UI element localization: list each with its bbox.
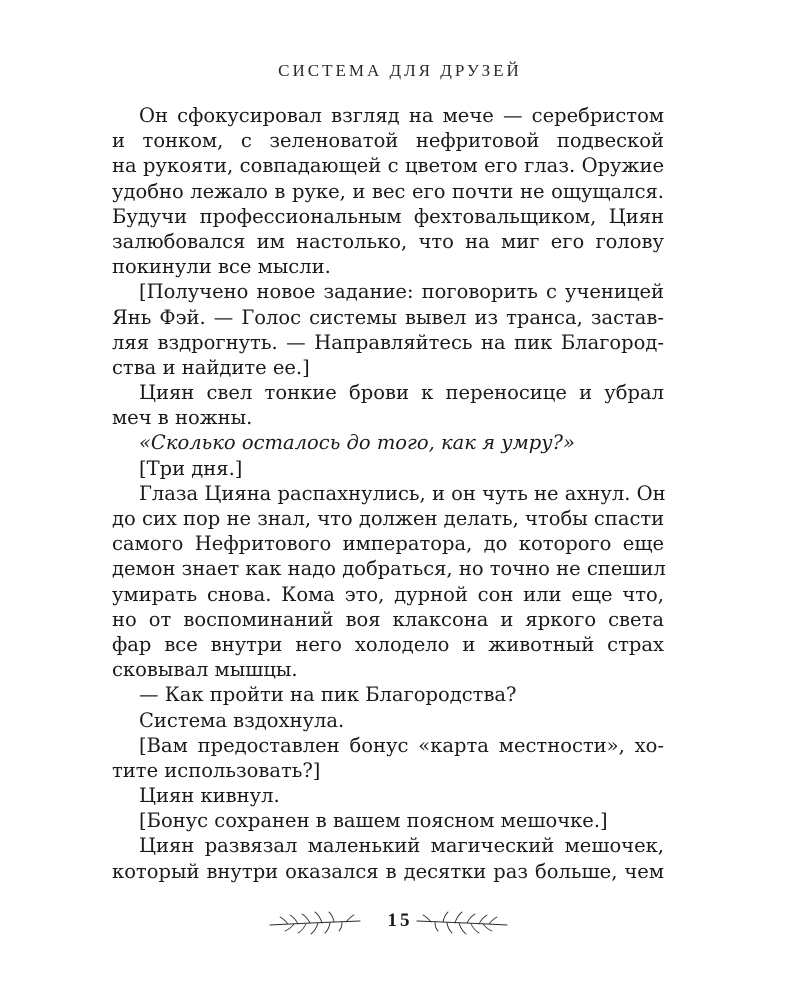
text-line: самого Нефритового императора, до которого еще <box>112 532 664 556</box>
text-line: ства и найдите ее.] <box>112 355 310 379</box>
text-line: и тонком, с зеленоватой нефритовой подвеской <box>112 129 664 153</box>
page-number: 15 <box>387 910 413 931</box>
text-line: Он сфокусировал взгляд на мече — серебристом <box>139 104 664 127</box>
text-line: Янь Фэй. — Голос системы вывел из транса, застав- <box>112 305 664 329</box>
text-line: ляя вздрогнуть. — Направляйтесь на пик Благород- <box>112 330 664 354</box>
text-line: до сих пор не знал, что должен делать, чтобы спасти <box>112 507 665 530</box>
text-line: «Сколько осталось до того, как я умру?» <box>139 431 575 455</box>
text-line: но от воспоминаний воя клаксона и яркого света <box>112 607 664 631</box>
text-line: Будучи профессиональным фехтовальщиком, Циян <box>112 204 664 228</box>
text-line: [Три дня.] <box>139 456 243 480</box>
text-line: Циян развязал маленький магический мешочек, <box>139 834 664 858</box>
text-line: сковывал мышцы. <box>112 658 298 682</box>
text-line: который внутри оказался в десятки раз больше, чем <box>112 859 664 883</box>
page-text <box>112 103 664 884</box>
text-line: меч в ножны. <box>112 406 253 430</box>
text-line: на рукояти, совпадающей с цветом его глаз. Оружие <box>112 154 664 178</box>
text-line: [Вам предоставлен бонус «карта местности», хо- <box>139 733 664 757</box>
text-line: [Бонус сохранен в вашем поясном мешочке.] <box>139 809 608 833</box>
running-header: СИСТЕМА ДЛЯ ДРУЗЕЙ <box>278 61 522 80</box>
text-line: демон знает как надо добраться, но точно не спешил <box>112 557 666 581</box>
text-line: Циян свел тонкие брови к переносице и убрал <box>139 381 664 405</box>
page-footer <box>0 908 800 938</box>
text-line: покинули все мысли. <box>112 255 331 279</box>
text-line: умирать снова. Кома это, дурной сон или еще что, <box>112 582 664 606</box>
text-line: [Получено новое задание: поговорить с ученицей <box>139 280 664 304</box>
text-line: залюбовался им настолько, что на миг его голову <box>112 229 664 253</box>
text-line: фар все внутри него холодело и животный страх <box>112 632 664 656</box>
text-line: удобно лежало в руке, и вес его почти не ощущался. <box>112 179 664 203</box>
text-line: Глаза Цияна распахнулись, и он чуть не ахнул. Он <box>139 481 666 505</box>
text-line: — Как пройти на пик Благородства? <box>139 683 517 707</box>
branch-ornament-icon <box>414 908 509 938</box>
text-line: Система вздохнула. <box>139 708 345 732</box>
text-line: тите использовать?] <box>112 758 321 782</box>
text-line: Циян кивнул. <box>139 784 280 808</box>
